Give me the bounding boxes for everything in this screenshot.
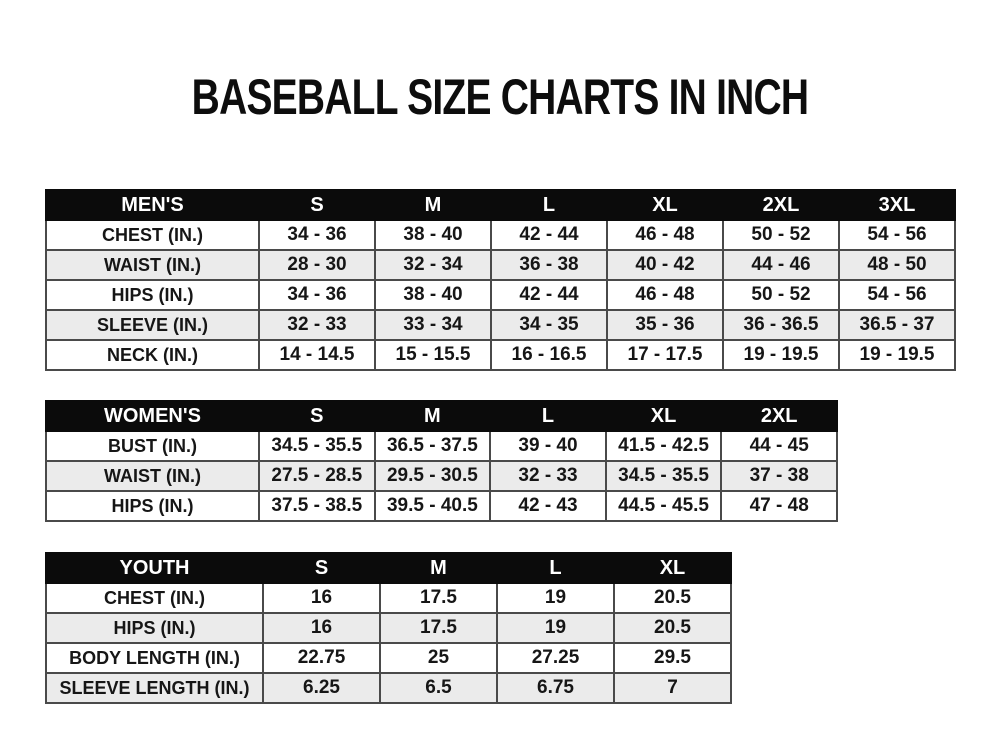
youth-table-header: [46, 553, 731, 583]
value-cell: 36 - 36.5: [723, 310, 839, 340]
value-cell: 39 - 40: [490, 431, 606, 461]
value-cell: 17.5: [380, 583, 497, 613]
value-cell: 54 - 56: [839, 280, 955, 310]
value-cell: 19 - 19.5: [723, 340, 839, 370]
value-cell: 36.5 - 37: [839, 310, 955, 340]
measurement-row: [46, 491, 837, 521]
value-cell: 44 - 46: [723, 250, 839, 280]
value-cell: 34.5 - 35.5: [259, 431, 375, 461]
measurement-label-cell: WAIST (IN.): [46, 250, 259, 280]
size-header-cell: 2XL: [723, 190, 839, 220]
value-cell: 17 - 17.5: [607, 340, 723, 370]
value-cell: 28 - 30: [259, 250, 375, 280]
mens-table-header: [46, 190, 955, 220]
value-cell: 34 - 36: [259, 280, 375, 310]
size-header-cell: M: [380, 553, 497, 583]
value-cell: 48 - 50: [839, 250, 955, 280]
size-header-cell: L: [497, 553, 614, 583]
measurement-row: [46, 643, 731, 673]
value-cell: 32 - 33: [490, 461, 606, 491]
size-header-cell: M: [375, 401, 491, 431]
size-header-cell: S: [263, 553, 380, 583]
measurement-label-cell: BUST (IN.): [46, 431, 259, 461]
size-header-cell: 3XL: [839, 190, 955, 220]
value-cell: 19: [497, 613, 614, 643]
value-cell: 50 - 52: [723, 280, 839, 310]
measurement-label-cell: SLEEVE (IN.): [46, 310, 259, 340]
measurement-label-cell: NECK (IN.): [46, 340, 259, 370]
measurement-label-cell: HIPS (IN.): [46, 491, 259, 521]
value-cell: 16: [263, 583, 380, 613]
value-cell: 40 - 42: [607, 250, 723, 280]
value-cell: 42 - 44: [491, 220, 607, 250]
measurement-row: [46, 340, 955, 370]
value-cell: 36.5 - 37.5: [375, 431, 491, 461]
measurement-label-cell: CHEST (IN.): [46, 583, 263, 613]
value-cell: 33 - 34: [375, 310, 491, 340]
measurement-row: [46, 431, 837, 461]
value-cell: 42 - 44: [491, 280, 607, 310]
value-cell: 6.75: [497, 673, 614, 703]
measurement-row: [46, 583, 731, 613]
value-cell: 37.5 - 38.5: [259, 491, 375, 521]
mens-table-body: [46, 220, 955, 370]
measurement-row: [46, 461, 837, 491]
value-cell: 14 - 14.5: [259, 340, 375, 370]
value-cell: 16 - 16.5: [491, 340, 607, 370]
value-cell: 46 - 48: [607, 220, 723, 250]
size-header-cell: S: [259, 190, 375, 220]
size-header-cell: L: [490, 401, 606, 431]
page-title: BASEBALL SIZE CHARTS IN INCH: [191, 69, 809, 125]
value-cell: 29.5 - 30.5: [375, 461, 491, 491]
measurement-row: [46, 673, 731, 703]
measurement-label-cell: HIPS (IN.): [46, 613, 263, 643]
value-cell: 16: [263, 613, 380, 643]
measurement-label-cell: SLEEVE LENGTH (IN.): [46, 673, 263, 703]
measurement-label-cell: WAIST (IN.): [46, 461, 259, 491]
value-cell: 19: [497, 583, 614, 613]
measurement-label-cell: HIPS (IN.): [46, 280, 259, 310]
table-title-cell: YOUTH: [46, 553, 263, 583]
value-cell: 44.5 - 45.5: [606, 491, 722, 521]
value-cell: 32 - 33: [259, 310, 375, 340]
value-cell: 27.25: [497, 643, 614, 673]
value-cell: 36 - 38: [491, 250, 607, 280]
value-cell: 38 - 40: [375, 220, 491, 250]
measurement-label-cell: BODY LENGTH (IN.): [46, 643, 263, 673]
value-cell: 15 - 15.5: [375, 340, 491, 370]
size-header-cell: L: [491, 190, 607, 220]
value-cell: 46 - 48: [607, 280, 723, 310]
mens-size-table: [45, 189, 956, 371]
value-cell: 27.5 - 28.5: [259, 461, 375, 491]
womens-table-body: [46, 431, 837, 521]
header-row: [46, 190, 955, 220]
value-cell: 35 - 36: [607, 310, 723, 340]
value-cell: 34 - 36: [259, 220, 375, 250]
header-row: [46, 401, 837, 431]
measurement-label-cell: CHEST (IN.): [46, 220, 259, 250]
youth-table-body: [46, 583, 731, 703]
value-cell: 39.5 - 40.5: [375, 491, 491, 521]
header-row: [46, 553, 731, 583]
value-cell: 37 - 38: [721, 461, 837, 491]
value-cell: 47 - 48: [721, 491, 837, 521]
value-cell: 32 - 34: [375, 250, 491, 280]
size-header-cell: XL: [614, 553, 731, 583]
value-cell: 50 - 52: [723, 220, 839, 250]
womens-table-header: [46, 401, 837, 431]
value-cell: 6.5: [380, 673, 497, 703]
size-header-cell: XL: [607, 190, 723, 220]
value-cell: 22.75: [263, 643, 380, 673]
value-cell: 34.5 - 35.5: [606, 461, 722, 491]
value-cell: 41.5 - 42.5: [606, 431, 722, 461]
value-cell: 25: [380, 643, 497, 673]
womens-size-table: [45, 400, 838, 522]
measurement-row: [46, 220, 955, 250]
table-title-cell: MEN'S: [46, 190, 259, 220]
table-title-cell: WOMEN'S: [46, 401, 259, 431]
value-cell: 42 - 43: [490, 491, 606, 521]
value-cell: 34 - 35: [491, 310, 607, 340]
youth-size-table: [45, 552, 732, 704]
size-header-cell: 2XL: [721, 401, 837, 431]
value-cell: 54 - 56: [839, 220, 955, 250]
value-cell: 20.5: [614, 583, 731, 613]
size-header-cell: S: [259, 401, 375, 431]
value-cell: 20.5: [614, 613, 731, 643]
size-header-cell: XL: [606, 401, 722, 431]
measurement-row: [46, 250, 955, 280]
value-cell: 44 - 45: [721, 431, 837, 461]
value-cell: 7: [614, 673, 731, 703]
value-cell: 17.5: [380, 613, 497, 643]
measurement-row: [46, 613, 731, 643]
value-cell: 29.5: [614, 643, 731, 673]
measurement-row: [46, 280, 955, 310]
measurement-row: [46, 310, 955, 340]
value-cell: 6.25: [263, 673, 380, 703]
value-cell: 19 - 19.5: [839, 340, 955, 370]
value-cell: 38 - 40: [375, 280, 491, 310]
size-header-cell: M: [375, 190, 491, 220]
